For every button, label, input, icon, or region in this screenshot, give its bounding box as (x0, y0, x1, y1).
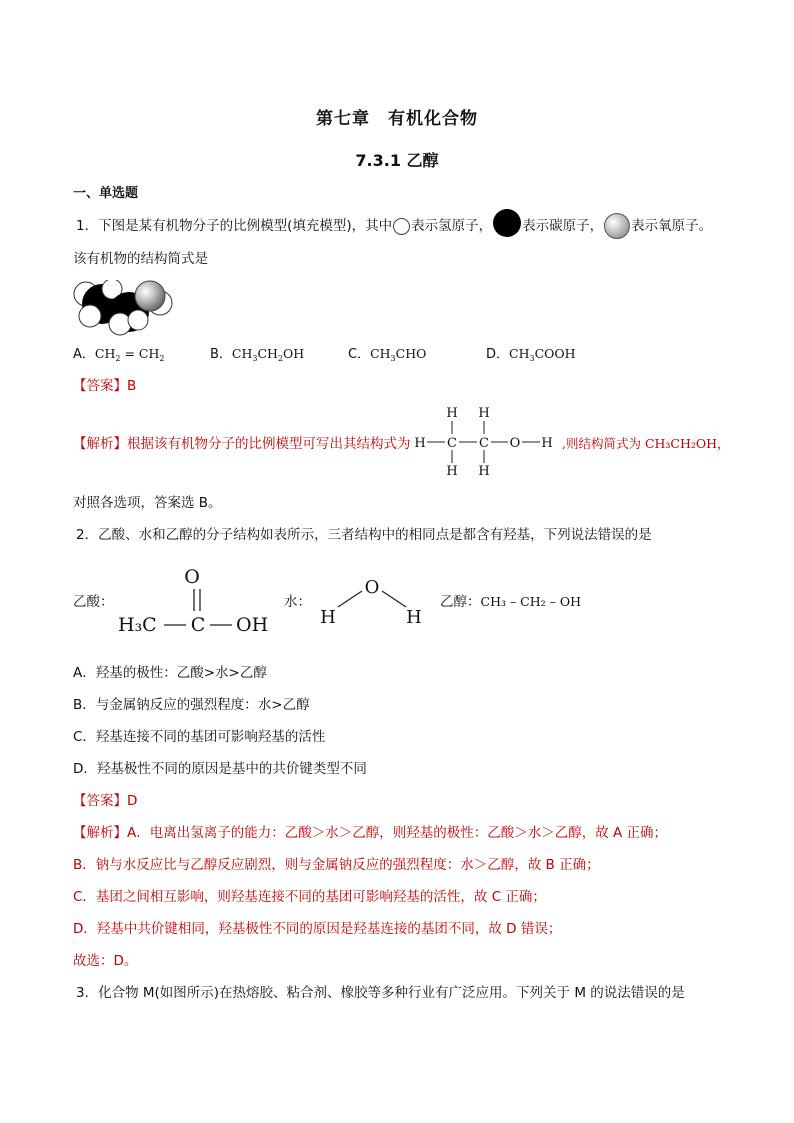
section-title: 7.3.1 乙醇 (355, 151, 439, 170)
q1-stem-line2: 该有机物的结构简式是 (73, 251, 208, 267)
atom-h: H (478, 464, 490, 479)
atom-o: O (364, 577, 380, 598)
water-structure (312, 573, 432, 629)
bond (382, 591, 406, 607)
atom-h: H (541, 436, 553, 451)
atom-o: O (184, 566, 200, 588)
model-oxygen-atom (135, 281, 165, 311)
q1-option-c[interactable]: C．$CH_3CHO$ (348, 346, 427, 363)
model-hydrogen-atom (79, 305, 101, 327)
q1-option-a[interactable]: A．$CH_2 = CH_2$ (73, 346, 165, 363)
water-label: 水： (284, 594, 311, 610)
model-hydrogen-atom (128, 310, 148, 330)
hydrogen-atom-icon (393, 218, 410, 235)
q2-option-a[interactable]: A．羟基的极性：乙酸>水>乙醇 (73, 665, 267, 681)
atom-h: H (478, 406, 490, 421)
bond (338, 591, 362, 607)
q2-option-c[interactable]: C．羟基连接不同的基团可影响羟基的活性 (73, 729, 326, 745)
q1-answer: 【答案】B (73, 378, 137, 394)
ethanol-label: 乙醇：CH₃ – CH₂ – OH (440, 594, 581, 610)
atom-h: H (446, 464, 458, 479)
q2-option-d[interactable]: D．羟基极性不同的原因是基中的共价键类型不同 (73, 761, 367, 777)
section-heading: 一、单选题 (73, 186, 139, 201)
atom-o: O (509, 436, 521, 451)
ethanol-structural-formula (410, 403, 560, 479)
atom-c: C (190, 614, 206, 636)
q1-stem: 1．下图是某有机物分子的比例模型(填充模型)，其中 表示氢原子， 表示碳原子， 表示氧原子。 (76, 213, 712, 239)
q2-analysis-line2: B．钠与水反应比与乙醇反应剧烈，则与金属钠反应的强烈程度：水＞乙醇，故 B 正确； (73, 857, 600, 873)
q2-option-b[interactable]: B．与金属钠反应的强烈程度：水>乙醇 (73, 697, 310, 713)
atom-h: H (406, 607, 422, 628)
oxygen-atom-icon (604, 213, 630, 239)
space-filling-model (72, 280, 182, 336)
q1-analysis: 【解析】根据该有机物分子的比例模型可写出其结构式为 (73, 436, 411, 452)
carbon-atom-icon (493, 209, 521, 237)
acetic-acid-structure (112, 563, 282, 643)
q3-stem: 3．化合物 M(如图所示)在热熔胶、粘合剂、橡胶等多种行业有广泛应用。下列关于 M 的说法错误的是 (76, 985, 685, 1001)
group-oh: OH (236, 614, 269, 636)
q1-analysis-line2: 对照各选项，答案选 B。 (73, 495, 222, 511)
q2-analysis-line5: 故选：D。 (73, 953, 138, 969)
q2-analysis-line3: C．基团之间相互影响，则羟基连接不同的基团可影响羟基的活性，故 C 正确； (73, 889, 546, 905)
q1-analysis-then: ,则结构简式为 CH₃CH₂OH， (562, 436, 730, 451)
q2-stem: 2．乙酸、水和乙醇的分子结构如表所示，三者结构中的相同点是都含有羟基，下列说法错误的是 (76, 527, 652, 543)
model-hydrogen-atom (109, 313, 131, 335)
group-h3c: H₃C (118, 614, 157, 636)
acetic-acid-label: 乙酸： (73, 594, 114, 610)
q2-analysis-line1: 【解析】A．电离出氢离子的能力：乙酸＞水＞乙醇，则羟基的极性：乙酸＞水＞乙醇，故 A 正确； (73, 825, 668, 841)
atom-h: H (414, 436, 426, 451)
q2-analysis-line4: D．羟基中共价键相同，羟基极性不同的原因是羟基连接的基团不同，故 D 错误； (73, 921, 562, 937)
q2-answer: 【答案】D (73, 793, 138, 809)
atom-h: H (446, 406, 458, 421)
atom-c: C (447, 436, 457, 451)
q1-option-b[interactable]: B．$CH_3CH_2OH$ (210, 346, 305, 363)
q1-option-d[interactable]: D．$CH_3COOH$ (486, 346, 576, 363)
atom-c: C (479, 436, 489, 451)
atom-h: H (320, 607, 336, 628)
chapter-title: 第七章 有机化合物 (316, 109, 478, 129)
ethanol-formula: CH₃ – CH₂ – OH (480, 594, 581, 609)
